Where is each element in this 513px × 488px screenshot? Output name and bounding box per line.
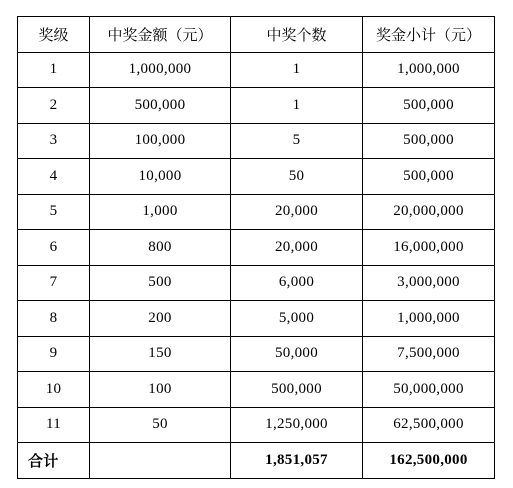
cell-amount: 150: [90, 336, 231, 372]
cell-level: 5: [18, 194, 90, 230]
table-row: [18, 52, 495, 88]
cell-amount: 1,000,000: [90, 52, 231, 88]
table-row: [18, 159, 495, 195]
total-subtotal: 162,500,000: [363, 443, 495, 479]
table-row: [18, 123, 495, 159]
cell-subtotal: 500,000: [363, 159, 495, 195]
prize-table-container: [17, 16, 495, 479]
cell-count: 1: [231, 88, 363, 124]
cell-amount: 800: [90, 230, 231, 266]
cell-count: 1,250,000: [231, 407, 363, 443]
cell-count: 20,000: [231, 194, 363, 230]
cell-subtotal: 20,000,000: [363, 194, 495, 230]
cell-subtotal: 3,000,000: [363, 265, 495, 301]
table-header-row: [18, 17, 495, 53]
cell-count: 50: [231, 159, 363, 195]
cell-level: 4: [18, 159, 90, 195]
cell-level: 3: [18, 123, 90, 159]
header-prize-level: 奖级: [18, 17, 90, 53]
total-label: 合计: [18, 443, 90, 479]
cell-amount: 500: [90, 265, 231, 301]
cell-level: 2: [18, 88, 90, 124]
cell-subtotal: 500,000: [363, 123, 495, 159]
cell-subtotal: 50,000,000: [363, 372, 495, 408]
cell-amount: 50: [90, 407, 231, 443]
cell-amount: 1,000: [90, 194, 231, 230]
cell-count: 50,000: [231, 336, 363, 372]
cell-subtotal: 62,500,000: [363, 407, 495, 443]
table-row: [18, 265, 495, 301]
cell-level: 8: [18, 301, 90, 337]
cell-count: 20,000: [231, 230, 363, 266]
cell-subtotal: 7,500,000: [363, 336, 495, 372]
cell-level: 1: [18, 52, 90, 88]
total-row: [18, 443, 495, 479]
cell-amount: 10,000: [90, 159, 231, 195]
cell-level: 10: [18, 372, 90, 408]
cell-level: 11: [18, 407, 90, 443]
table-row: [18, 336, 495, 372]
prize-table: [17, 16, 495, 479]
table-row: [18, 407, 495, 443]
header-prize-amount: 中奖金额（元）: [90, 17, 231, 53]
cell-amount: 100: [90, 372, 231, 408]
total-count: 1,851,057: [231, 443, 363, 479]
cell-count: 6,000: [231, 265, 363, 301]
table-row: [18, 230, 495, 266]
cell-count: 5,000: [231, 301, 363, 337]
cell-subtotal: 16,000,000: [363, 230, 495, 266]
table-row: [18, 88, 495, 124]
cell-subtotal: 1,000,000: [363, 52, 495, 88]
cell-level: 6: [18, 230, 90, 266]
cell-count: 500,000: [231, 372, 363, 408]
cell-level: 9: [18, 336, 90, 372]
cell-count: 5: [231, 123, 363, 159]
cell-subtotal: 1,000,000: [363, 301, 495, 337]
table-row: [18, 372, 495, 408]
table-row: [18, 194, 495, 230]
table-row: [18, 301, 495, 337]
header-prize-subtotal: 奖金小计（元）: [363, 17, 495, 53]
cell-count: 1: [231, 52, 363, 88]
cell-level: 7: [18, 265, 90, 301]
total-amount: [90, 443, 231, 479]
cell-amount: 200: [90, 301, 231, 337]
cell-amount: 100,000: [90, 123, 231, 159]
cell-amount: 500,000: [90, 88, 231, 124]
header-winner-count: 中奖个数: [231, 17, 363, 53]
cell-subtotal: 500,000: [363, 88, 495, 124]
